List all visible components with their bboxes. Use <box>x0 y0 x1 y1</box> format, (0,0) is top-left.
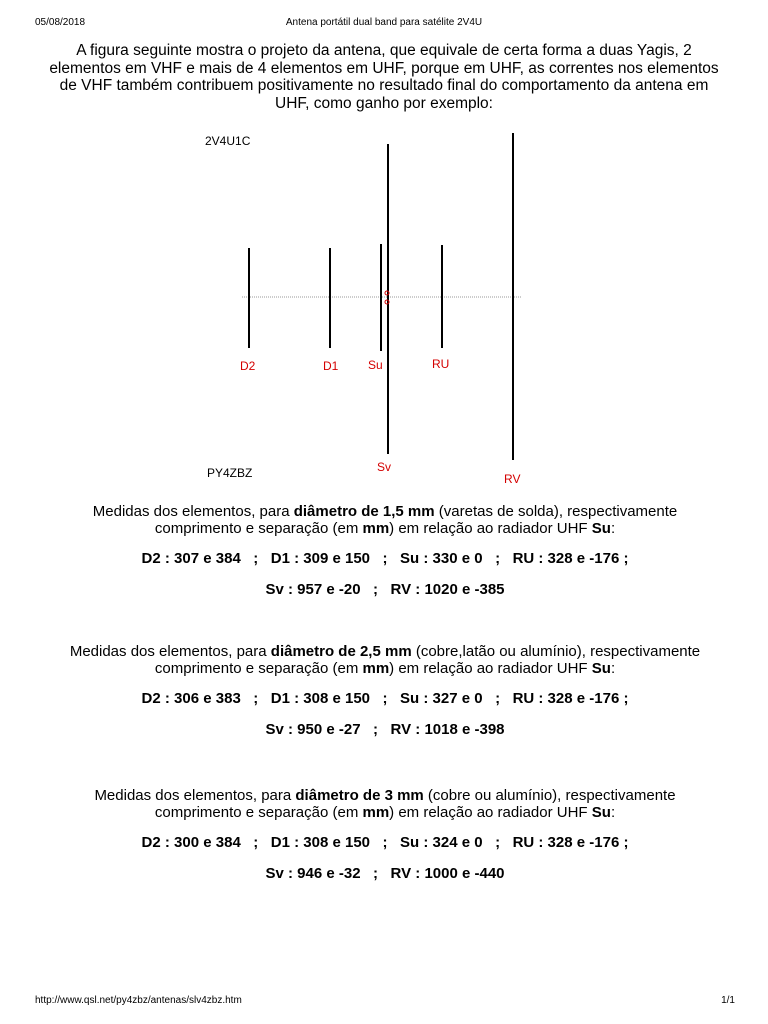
section-description <box>40 643 730 677</box>
desc-unit: mm <box>362 520 390 537</box>
print-date: 05/08/2018 <box>35 17 86 28</box>
label-rv: RV <box>504 472 521 486</box>
author-label: PY4ZBZ <box>207 466 253 480</box>
desc-text: : <box>610 520 616 537</box>
desc-diameter: diâmetro de 2,5 mm <box>270 643 412 660</box>
section-description <box>40 787 730 821</box>
desc-text: Medidas dos elementos, para <box>69 643 271 660</box>
desc-text: Medidas dos elementos, para <box>94 787 296 804</box>
label-sv: Sv <box>377 460 392 474</box>
desc-text: (varetas de solda), respectivamente <box>434 503 678 520</box>
desc-text: (cobre,latão ou alumínio), respectivamente <box>411 643 701 660</box>
source-url-link[interactable]: http://www.qsl.net/py4zbz/antenas/slv4zbz.htm <box>35 995 242 1006</box>
page-number: 1/1 <box>721 995 735 1006</box>
model-label: 2V4U1C <box>205 134 251 148</box>
desc-text: ) em relação ao radiador UHF <box>389 660 592 677</box>
desc-text: ) em relação ao radiador UHF <box>389 520 592 537</box>
measurements-section-2-5mm <box>40 643 730 738</box>
desc-unit: mm <box>362 660 390 677</box>
desc-diameter: diâmetro de 3 mm <box>295 787 424 804</box>
desc-text: comprimento e separação (em <box>154 660 363 677</box>
measurements-line-2: Sv : 950 e -27 ; RV : 1018 e -398 <box>265 721 505 738</box>
intro-paragraph: A figura seguinte mostra o projeto da antena, que equivale de certa forma a duas Yagis, 2 elementos em VHF e mais de 4 elementos em UHF, porque em UHF, as correntes nos elementos de VHF também contribuem positivamente no resultado final do comportamento da antena em UHF, como ganho por exemplo: <box>49 42 719 112</box>
desc-unit: mm <box>362 804 390 821</box>
desc-reference: Su <box>591 660 611 677</box>
measurements-line-1: D2 : 300 e 384 ; D1 : 308 e 150 ; Su : 324 e 0 ; RU : 328 e -176 ; <box>141 834 629 851</box>
section-description <box>40 503 730 537</box>
measurements-section-3mm <box>40 787 730 882</box>
measurements-line-1: D2 : 306 e 383 ; D1 : 308 e 150 ; Su : 327 e 0 ; RU : 328 e -176 ; <box>141 690 629 707</box>
desc-reference: Su <box>591 804 611 821</box>
measurements-line-2: Sv : 946 e -32 ; RV : 1000 e -440 <box>265 865 505 882</box>
page-title: Antena portátil dual band para satélite 2V4U <box>285 17 483 28</box>
desc-text: : <box>610 660 616 677</box>
antenna-diagram <box>0 120 768 500</box>
desc-text: comprimento e separação (em <box>154 804 363 821</box>
desc-text: ) em relação ao radiador UHF <box>389 804 592 821</box>
label-d2: D2 <box>240 359 256 373</box>
desc-diameter: diâmetro de 1,5 mm <box>293 503 435 520</box>
desc-text: (cobre ou alumínio), respectivamente <box>423 787 676 804</box>
desc-text: comprimento e separação (em <box>154 520 363 537</box>
measurements-line-2: Sv : 957 e -20 ; RV : 1020 e -385 <box>265 581 505 598</box>
desc-text: : <box>610 804 616 821</box>
measurements-line-1: D2 : 307 e 384 ; D1 : 309 e 150 ; Su : 330 e 0 ; RU : 328 e -176 ; <box>141 550 629 567</box>
label-su: Su <box>368 358 383 372</box>
desc-text: Medidas dos elementos, para <box>92 503 294 520</box>
label-d1: D1 <box>323 359 339 373</box>
desc-reference: Su <box>591 520 611 537</box>
measurements-section-1-5mm <box>40 503 730 598</box>
label-ru: RU <box>432 357 450 371</box>
